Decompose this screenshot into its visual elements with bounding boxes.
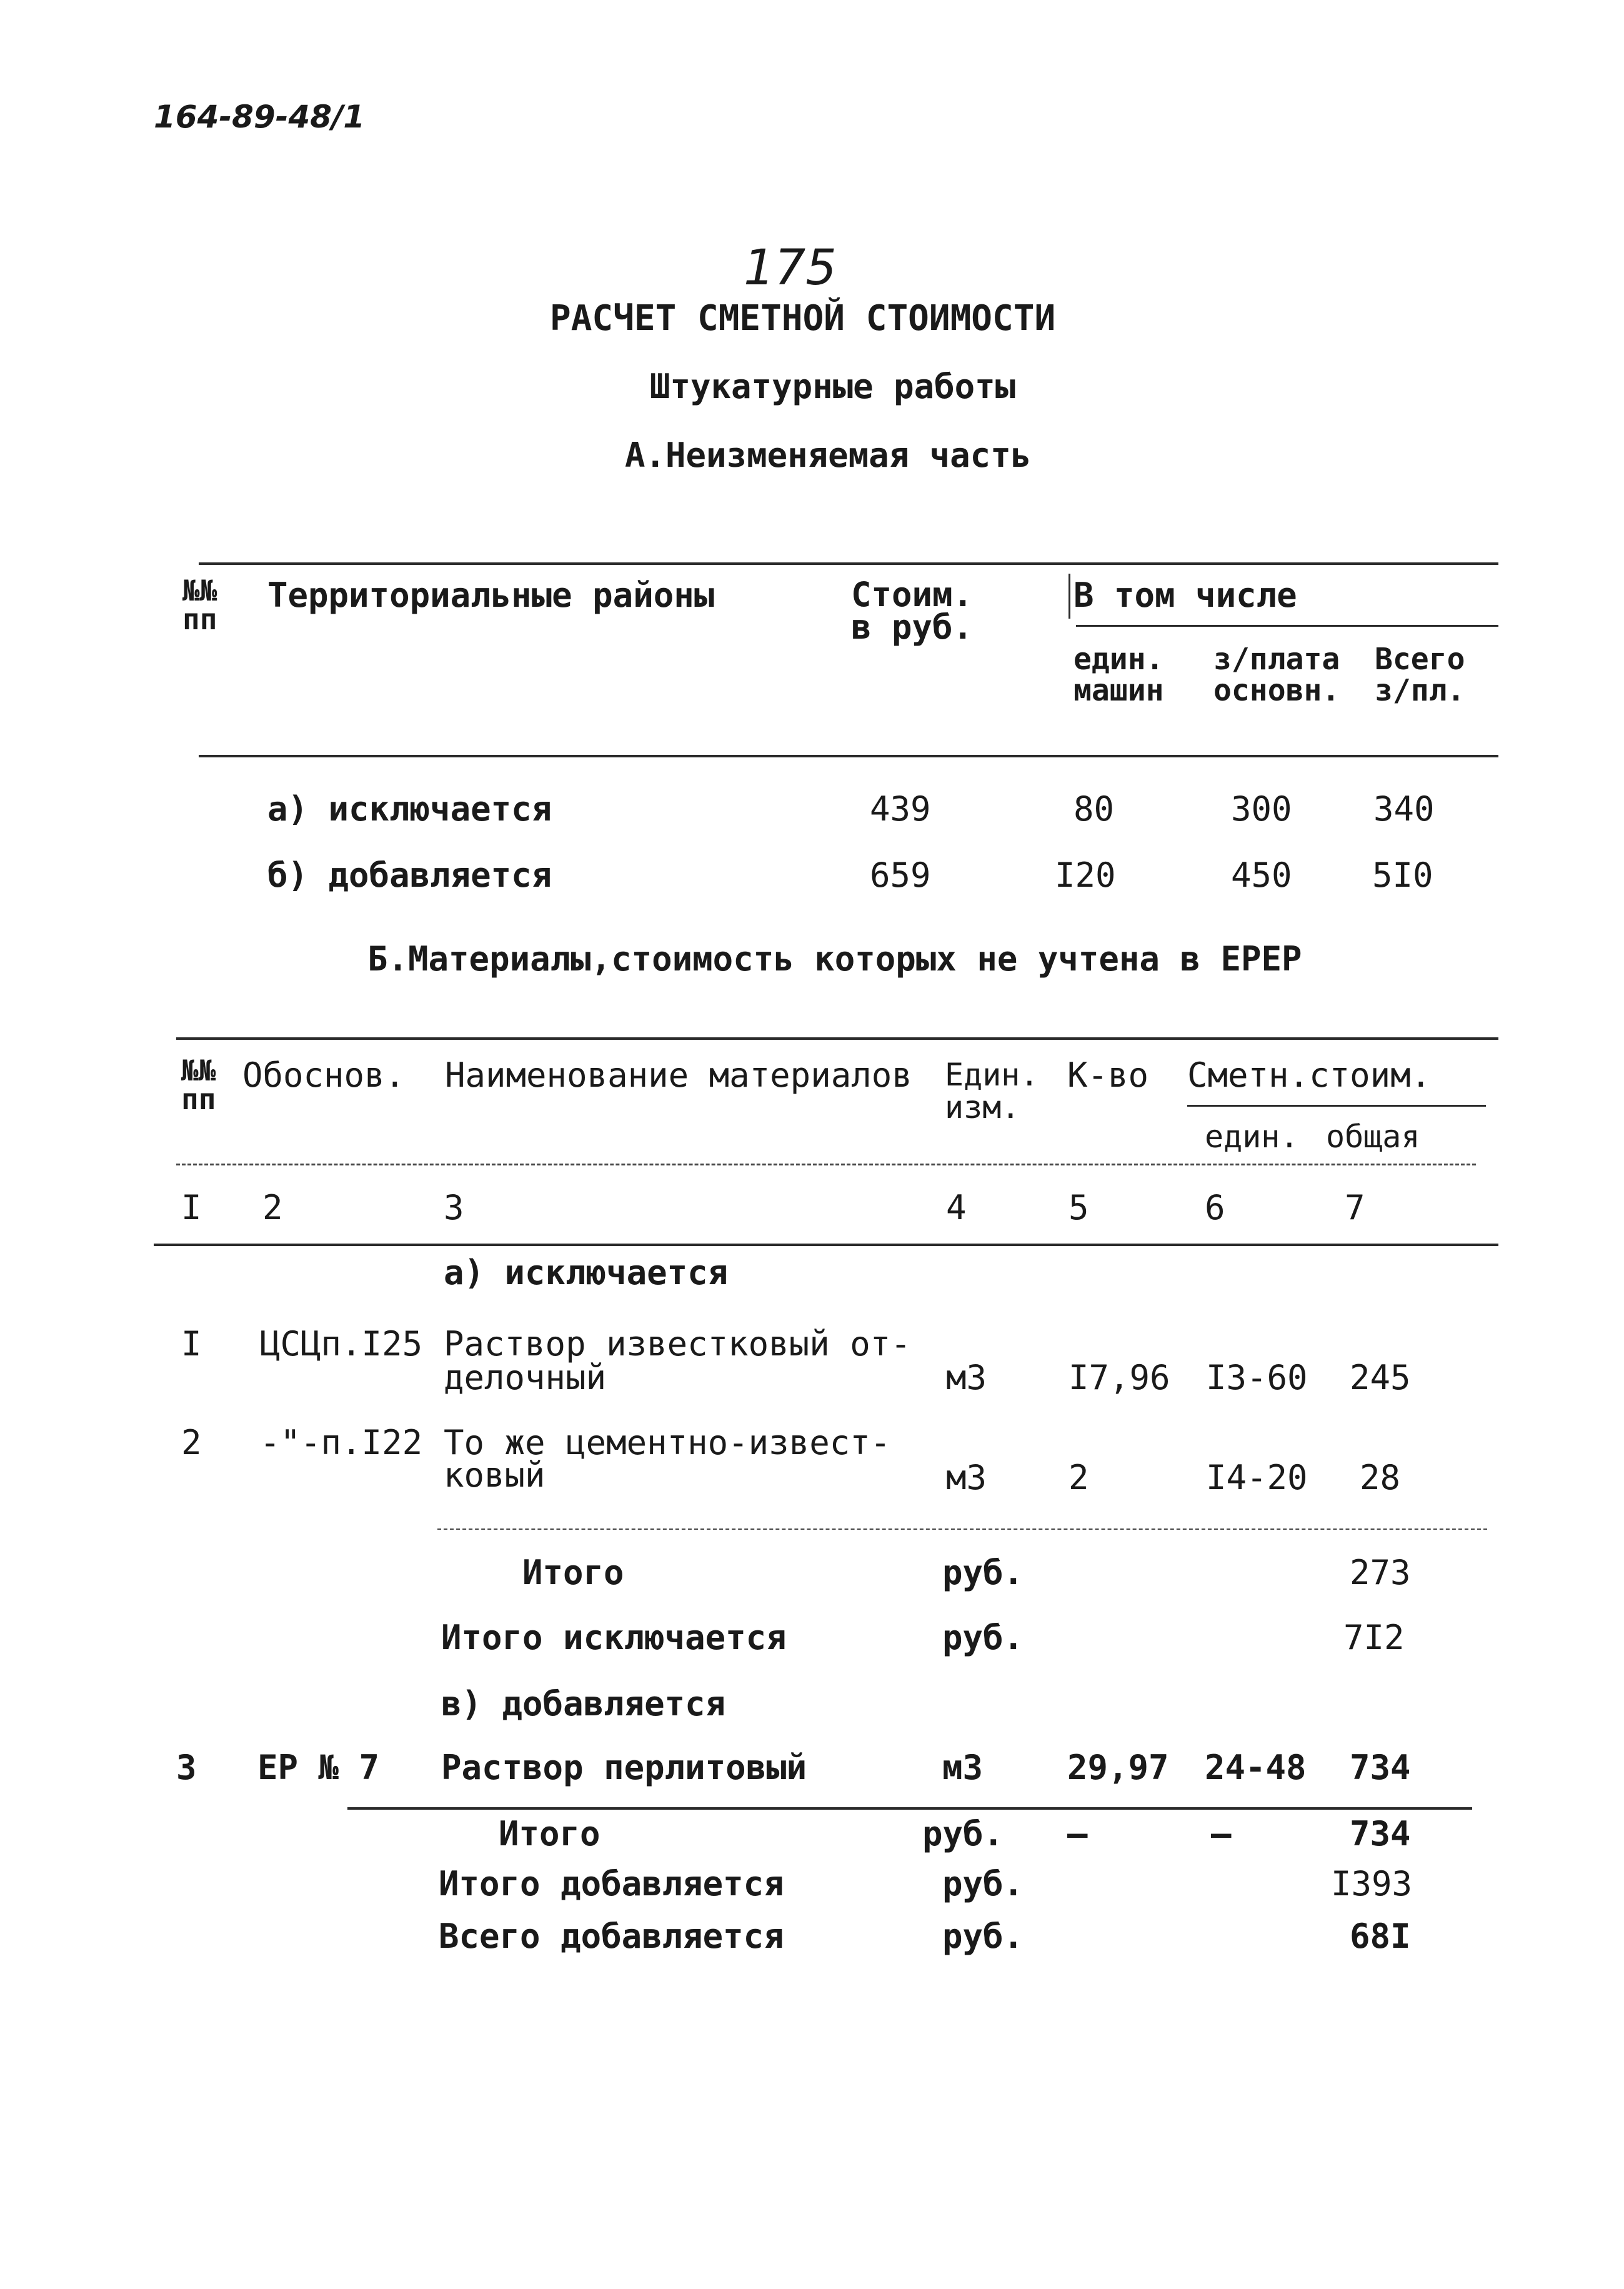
row-qty: I7,96 bbox=[1069, 1358, 1170, 1397]
row-total: 5I0 bbox=[1372, 855, 1433, 895]
row-machines: 80 bbox=[1074, 789, 1115, 829]
subtotal-unit: руб. bbox=[922, 1814, 1004, 1853]
col-header-cost: Сметн.стоим. bbox=[1187, 1055, 1432, 1095]
row-machines: I20 bbox=[1055, 855, 1116, 895]
col-header-unit: Един. изм. bbox=[945, 1057, 1039, 1125]
col-header-machines: един. машин bbox=[1074, 642, 1164, 708]
col-header-incl: В том числе bbox=[1074, 576, 1297, 615]
row-unit: м3 bbox=[946, 1358, 987, 1397]
incl-underline bbox=[1076, 625, 1498, 627]
row-name-line1: То же цементно-извест- bbox=[444, 1423, 891, 1462]
row-label: б) добавляется bbox=[267, 855, 552, 895]
grand-total-total: 68I bbox=[1350, 1917, 1411, 1956]
row-salary: 450 bbox=[1231, 855, 1292, 895]
total-excluded-unit: руб. bbox=[942, 1618, 1024, 1657]
subtotal-qty: – bbox=[1067, 1814, 1088, 1853]
row-total: 340 bbox=[1373, 789, 1435, 829]
group-label-excluded: а) исключается bbox=[444, 1253, 729, 1292]
row-qty: 2 bbox=[1069, 1458, 1089, 1497]
section-a-heading: А.Неизменяемая часть bbox=[625, 436, 1032, 475]
subtotal-price: – bbox=[1211, 1814, 1232, 1853]
row-num: 2 bbox=[181, 1423, 202, 1462]
row-cost: 659 bbox=[870, 855, 931, 895]
row-name-line1: Раствор известковый от- bbox=[444, 1324, 911, 1364]
subtotal-label: Итого bbox=[522, 1553, 624, 1592]
subtotal-unit: руб. bbox=[942, 1553, 1024, 1592]
document-code: 164-89-48/1 bbox=[154, 99, 366, 135]
total-excluded-label: Итого исключается bbox=[441, 1618, 787, 1657]
document-title: РАСЧЕТ СМЕТНОЙ СТОИМОСТИ bbox=[550, 298, 1056, 339]
table-top-rule bbox=[199, 562, 1498, 565]
col-header-regions: Территориальные районы bbox=[267, 576, 715, 615]
group-label-added: в) добавляется bbox=[441, 1684, 726, 1723]
row-price: I4-20 bbox=[1206, 1458, 1308, 1497]
grand-total-label: Всего добавляется bbox=[439, 1917, 784, 1956]
col-header-cost-total: общая bbox=[1326, 1119, 1420, 1155]
row-qty: 29,97 bbox=[1067, 1748, 1169, 1787]
total-excluded-total: 7I2 bbox=[1343, 1618, 1405, 1657]
row-basis: ЕР № 7 bbox=[257, 1748, 380, 1787]
row-unit: м3 bbox=[946, 1458, 987, 1497]
row-num: I bbox=[181, 1324, 202, 1364]
subtotal-total: 734 bbox=[1350, 1814, 1411, 1853]
col-header-basis: Обоснов. bbox=[242, 1055, 406, 1095]
row-num: 3 bbox=[176, 1748, 197, 1787]
page-number: 175 bbox=[744, 240, 837, 296]
col-number: 3 bbox=[444, 1188, 464, 1227]
col-header-name: Наименование материалов bbox=[445, 1055, 912, 1095]
added-subtotal-rule bbox=[347, 1807, 1472, 1810]
grand-total-unit: руб. bbox=[942, 1917, 1024, 1956]
col-header-num: №№ пп bbox=[182, 574, 217, 636]
numbers-bottom-rule bbox=[154, 1244, 1498, 1246]
col-header-salary-total: Всего з/пл. bbox=[1375, 642, 1465, 708]
row-total: 734 bbox=[1350, 1748, 1411, 1787]
row-label: а) исключается bbox=[267, 789, 552, 829]
document-subtitle: Штукатурные работы bbox=[650, 367, 1016, 406]
subtotal-label: Итого bbox=[499, 1814, 600, 1853]
row-price: 24-48 bbox=[1205, 1748, 1307, 1787]
total-added-unit: руб. bbox=[942, 1864, 1024, 1903]
row-name-line2: ковый bbox=[444, 1455, 545, 1495]
col-number: 7 bbox=[1345, 1188, 1365, 1227]
header-bottom-rule bbox=[199, 755, 1498, 757]
col-number: I bbox=[181, 1188, 202, 1227]
incl-divider bbox=[1069, 574, 1070, 619]
col-number: 6 bbox=[1205, 1188, 1225, 1227]
row-name: Раствор перлитовый bbox=[441, 1748, 807, 1787]
col-number: 4 bbox=[946, 1188, 967, 1227]
total-added-total: I393 bbox=[1331, 1864, 1413, 1903]
row-basis: ЦСЦп.I25 bbox=[260, 1324, 423, 1364]
row-unit: м3 bbox=[942, 1748, 984, 1787]
subtotal-total: 273 bbox=[1350, 1553, 1411, 1592]
col-number: 5 bbox=[1069, 1188, 1089, 1227]
table-top-rule bbox=[176, 1037, 1498, 1040]
cost-underline bbox=[1187, 1105, 1486, 1107]
header-dashed-rule bbox=[176, 1164, 1476, 1165]
row-price: I3-60 bbox=[1206, 1358, 1308, 1397]
row-name-line2: делочный bbox=[444, 1358, 607, 1397]
col-number: 2 bbox=[262, 1188, 283, 1227]
row-total: 245 bbox=[1350, 1358, 1411, 1397]
col-header-qty: К-во bbox=[1067, 1055, 1149, 1095]
col-header-num: №№ пп bbox=[181, 1054, 216, 1116]
col-header-salary-base: з/плата основн. bbox=[1213, 642, 1340, 708]
row-basis: -"-п.I22 bbox=[260, 1423, 423, 1462]
row-salary: 300 bbox=[1231, 789, 1292, 829]
row-total: 28 bbox=[1360, 1458, 1401, 1497]
row-cost: 439 bbox=[870, 789, 931, 829]
subtotal-dashed-rule bbox=[437, 1528, 1487, 1530]
col-header-cost: Стоим. в руб. bbox=[851, 575, 974, 647]
section-b-heading: Б.Материалы,стоимость которых не учтена в ЕРЕР bbox=[367, 939, 1302, 979]
col-header-cost-unit: един. bbox=[1205, 1119, 1299, 1155]
total-added-label: Итого добавляется bbox=[439, 1864, 784, 1903]
